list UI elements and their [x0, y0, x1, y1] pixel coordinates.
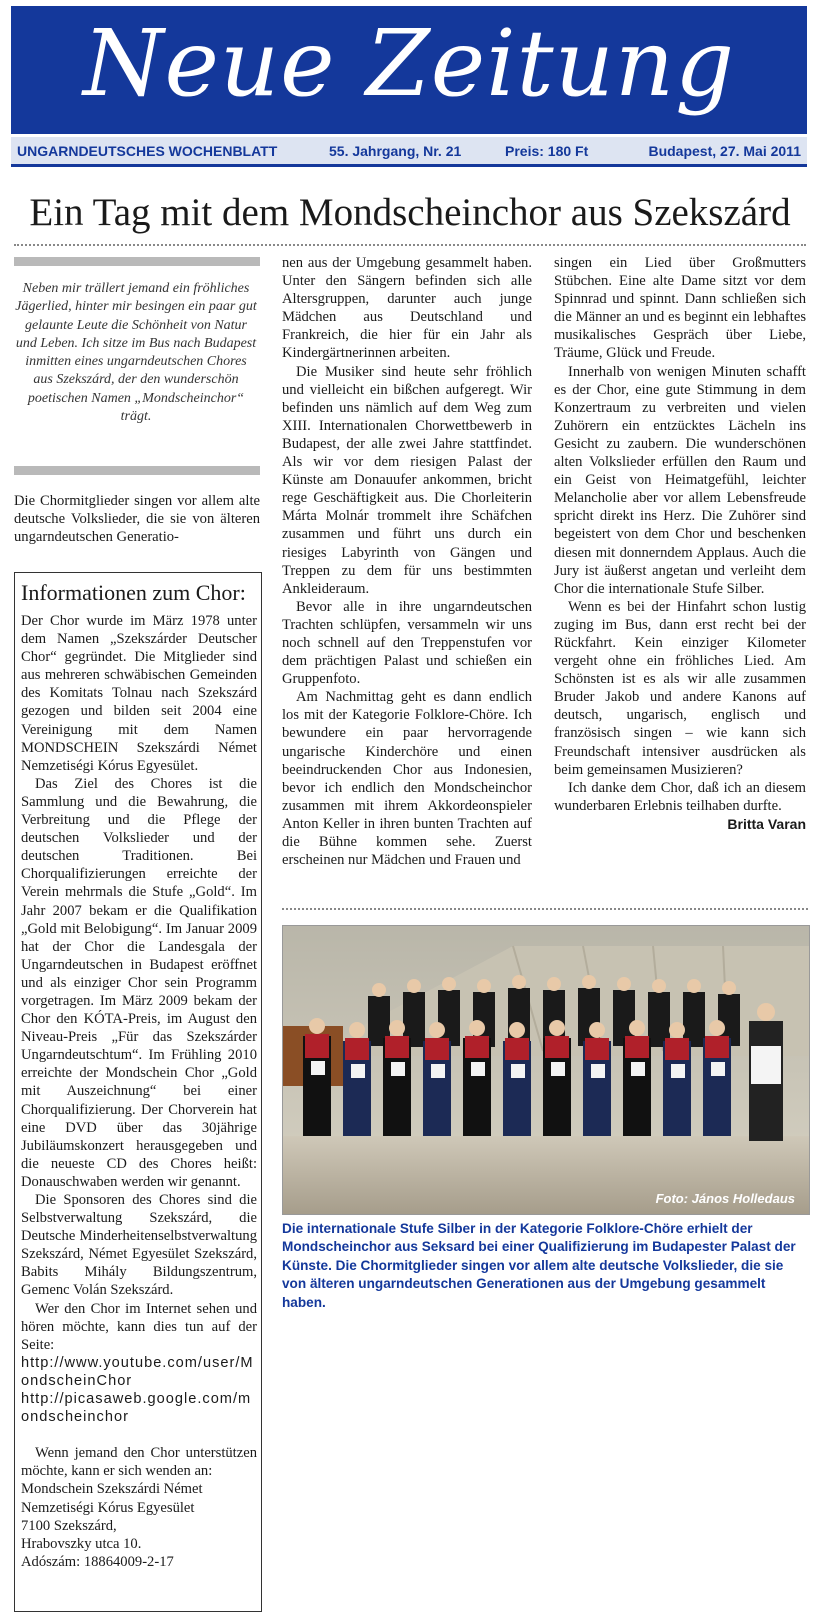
photo-top-rule [282, 908, 808, 913]
choir-photo [282, 925, 810, 1215]
info-address-line: Nemzetiségi Kórus Egyesület [21, 1499, 195, 1516]
info-paragraph: Wer den Chor im Internet sehen und hören möchte, kann dies tun auf der Seite: [21, 1300, 257, 1353]
newspaper-title: Neue Zeitung [82, 10, 736, 117]
article-paragraph: singen ein Lied über Großmutters Stübchen. Eine alte Dame sitzt vor dem Spinnrad und spinnt. Dann schließen sich die Männer an und es beginnt ein lebhaftes musikalisches Gespräch über Liebe, Träume, Glück und Freude. [554, 255, 806, 362]
issue-price: Preis: 180 Ft [505, 143, 589, 159]
article-paragraph: Die Chormitglieder singen vor allem alte deutsche Volkslieder, die sie von älteren ungarndeutschen Generatio- [14, 493, 260, 546]
info-box-title: Informationen zum Chor: [21, 580, 246, 605]
info-address-line: 7100 Szekszárd, [21, 1517, 117, 1534]
article-paragraph: nen aus der Umgebung gesammelt haben. Unter den Sängern befinden sich alle Altersgruppen, darunter auch junge Mädchen aus Deutschland und Frankreich, die hier für ein Jahr als Kindergärtnerinnen arbeiten. [282, 255, 532, 362]
info-tax-number: Adószám: 18864009-2-17 [21, 1553, 174, 1570]
photo-caption: Die internationale Stufe Silber in der Kategorie Folklore-Chöre erhielt der Mondscheinchor aus Seksard bei einer Qualifizierung im Budapester Palast der Künste. Die Chormitglieder singen vor allem alte deutsche Volkslieder, die sie von älteren ungarndeutschen Generationen aus der Umgebung gesammelt haben. [282, 1221, 796, 1310]
info-box-text [21, 612, 257, 1571]
article-intro: Neben mir trällert jemand ein fröhliches Jägerlied, hinter mir besingen ein paar gut gelaunte Leute die Schönheit von Natur und Leben. Ich sitze im Bus nach Budapest inmitten eines ungarndeutschen Chores aus Szekszárd, der den wunderschön poetischen Namen „Mondscheinchor“ trägt. [15, 281, 257, 425]
youtube-link[interactable]: http://www.youtube.com/user/MondscheinChor [21, 1354, 254, 1389]
photo-credit: Foto: János Holledaus [655, 1191, 795, 1206]
intro-top-bar [14, 257, 260, 266]
intro-bottom-bar [14, 466, 260, 475]
issue-number: 55. Jahrgang, Nr. 21 [329, 143, 462, 159]
article-paragraph: Ich danke dem Chor, daß ich an diesem wunderbaren Erlebnis teilhaben durfte. Britta Varan [554, 779, 806, 832]
issue-place-date: Budapest, 27. Mai 2011 [648, 143, 801, 159]
headline-rule [14, 244, 806, 249]
article-paragraph: Die Musiker sind heute sehr fröhlich und vielleicht ein bißchen aufgeregt. Wir befinden uns nämlich auf dem Weg zum XIII. Internationalen Chorwettbewerb in Budapest, der alle zwei Jahre stattfindet. Als wir vor dem riesigen Palast der Künste am Donauufer ankommen, bricht rege Geschäftigkeit aus. Die Chorleiterin Márta Molnár trommelt ihre Schäfchen zusammen und führt uns durch ein riesiges Labyrinth von Gängen und Treppen zu dem für uns bestimmten Ankleideraum. [282, 363, 532, 597]
info-paragraph: Das Ziel des Chores ist die Sammlung und die Bewahrung, die Verbreitung und die Pflege der deutschen Volkslieder und der deutschen Traditionen. Bei Chorqualifizierungen erreichte der Verein mehrmals die Stufe „Gold“. Im Jahr 2007 bekam er die Qualifikation „Gold mit Belobigung“. Im Januar 2009 hat der Chor die Landesgala der Ungarndeutschen in Budapest eröffnet und als einziger Chor sein Programm vorgetragen. Im März 2009 bekam der Chor den KÓTA-Preis, im August den Niveau-Preis „Für das Szekszárder Ungarndeutschtum“. Im Frühling 2010 erreichte der Mondschein Chor „Gold mit Auszeichnung“ bei einer Chorqualifizierung. Der Chorverein hat eine DVD über das 30jährige Jubiläumskonzert herausgegeben und die neueste CD des Chores heißt: Donauschwaben werden wir genannt. [21, 775, 257, 1190]
info-address-line: Hrabovszky utca 10. [21, 1535, 142, 1552]
issue-info-bar [11, 137, 807, 167]
picasa-link[interactable]: http://picasaweb.google.com/mondscheinchor [21, 1391, 252, 1426]
article-paragraph: Am Nachmittag geht es dann endlich los mit der Kategorie Folklore-Chöre. Ich bewundere ein paar hervorragende ungarische Kinderchöre und einen beeindruckenden Chor aus Indonesien, bevor ich endlich den Mondscheinchor zusammen mit ihrem Akkordeonspieler Anton Keller in ihren bunten Trachten auf die Bühne kommen sehe. Zuerst erscheinen nur Mädchen und Frauen und [282, 689, 532, 869]
paper-subtitle: UNGARNDEUTSCHES WOCHENBLATT [17, 143, 278, 159]
article-column-2 [282, 254, 532, 869]
article-column-1 [14, 492, 260, 546]
info-paragraph: Der Chor wurde im März 1978 unter dem Namen „Szekszárder Deutscher Chor“ gegründet. Die Mitglieder sind aus mehreren schwäbischen Gemeinden des Komitats Tolnau nach Szekszárd gezogen und bilden seit 2004 eine Vereinigung mit dem Namen MONDSCHEIN Szekszárdi Német Nemzetiségi Kórus Egyesület. [21, 613, 257, 774]
info-address-line: Mondschein Szekszárdi Német [21, 1481, 203, 1498]
article-headline: Ein Tag mit dem Mondscheinchor aus Szekszárd [29, 191, 791, 234]
article-column-3 [554, 254, 806, 833]
article-paragraph: Innerhalb von wenigen Minuten schafft es der Chor, eine gute Stimmung in dem Konzertraum zu verbreiten und vielen Zuhörern ein entzücktes Lächeln ins Gesicht zu zaubern. Die wunderschönen alten Volkslieder erfüllen den Raum und ein Geist von Heimatgefühl, leichter Melancholie aber vor allem Lebensfreude spricht direkt ins Herz. Die Zuhörer sind begeistert von dem Chor und beschenken diesen mit donnerndem Applaus. Auch die Jury ist äußerst angetan und verleiht dem Chor die internationale Stufe Silber. [554, 363, 806, 597]
info-support: Wenn jemand den Chor unterstützen möchte, kann er sich wenden an: [21, 1445, 257, 1480]
author-byline: Britta Varan [727, 815, 806, 832]
article-paragraph: Wenn es bei der Hinfahrt schon lustig zuging im Bus, dann erst recht bei der Rückfahrt. Kein einziger Kilometer vergeht ohne ein fröhliches Lied. Am Schönsten ist es als wir alle zusammen Bruder Jakob und andere Kanons auf deutsch, ungarisch, englisch und französisch singen – wie kann sich Freundschaft intensiver ausdrücken als beim gemeinsamen Musizieren? [554, 598, 806, 778]
choir-photo-illustration [283, 926, 810, 1215]
info-paragraph: Die Sponsoren des Chores sind die Selbstverwaltung Szekszárd, die Deutsche Minderheitenselbstverwaltung Szekszárd, Német Egyesület Szekszárd, Babits Mihály Bildungszentrum, Gemenc Volán Szekszárd. [21, 1192, 257, 1299]
article-paragraph: Bevor alle in ihre ungarndeutschen Trachten schlüpfen, versammeln wir uns noch schnell auf den Treppenstufen vor dem prächtigen Palast und schießen ein Gruppenfoto. [282, 598, 532, 688]
